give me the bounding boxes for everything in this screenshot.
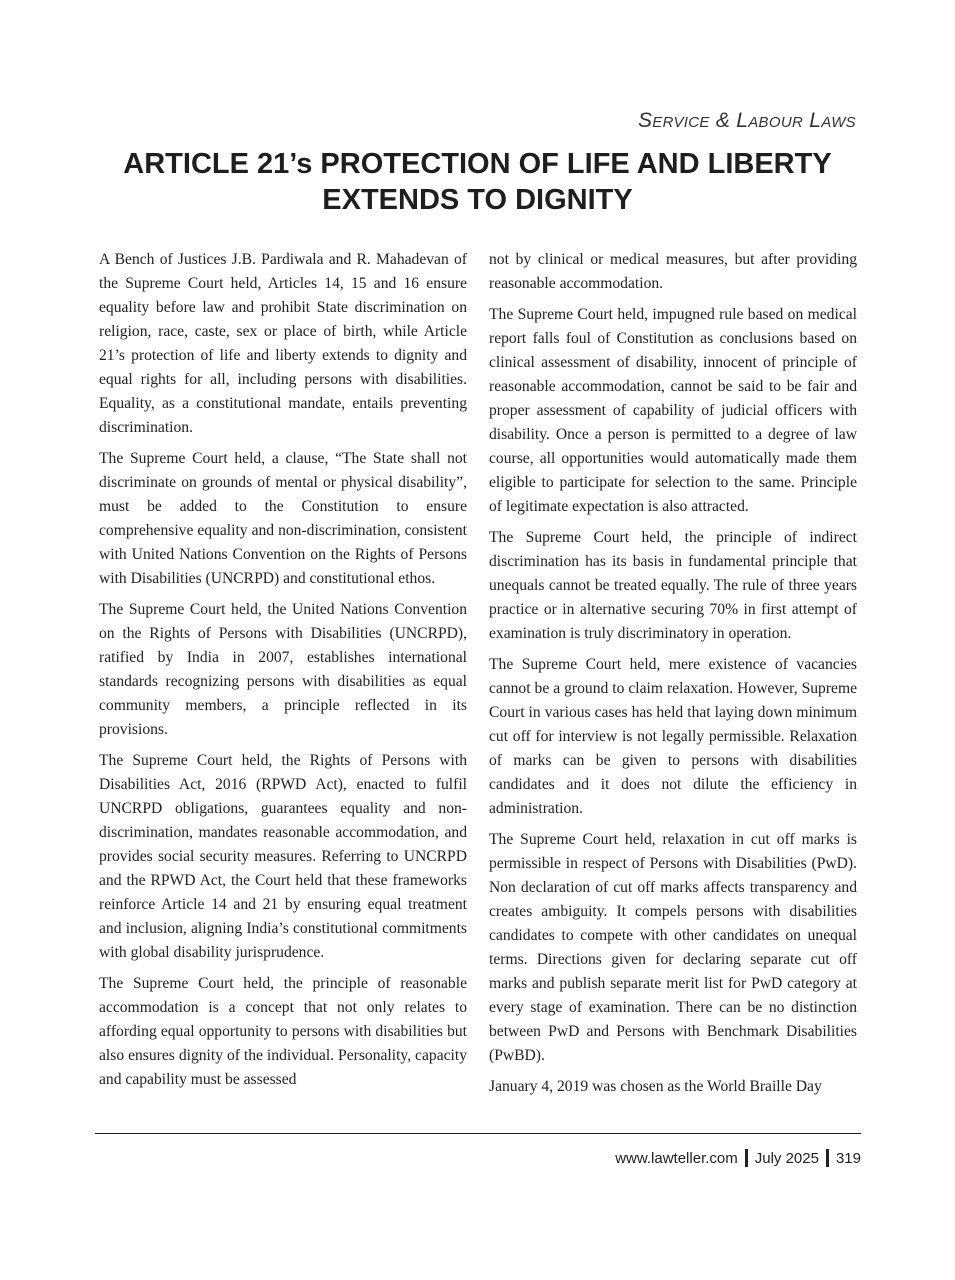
section-label: Service & Labour Laws	[638, 109, 856, 132]
left-column	[99, 248, 467, 1099]
paragraph: The Supreme Court held, impugned rule based on medical report falls foul of Constitution as conclusions based on clinical assessment of disability, innocent of principle of reasonable accommodation, cannot be said to be fair and proper assessment of capability of judicial officers with disability. Once a person is permitted to a degree of law course, all opportunities would automatically made them eligible to participate for selection to the same. Principle of legitimate expectation is also attracted.	[489, 306, 857, 515]
article-title	[60, 146, 895, 218]
footer-separator	[745, 1149, 748, 1167]
right-column	[489, 248, 857, 1106]
footer-website[interactable]: www.lawteller.com	[615, 1149, 738, 1167]
footer-divider	[95, 1133, 861, 1134]
paragraph: The Supreme Court held, the principle of reasonable accommodation is a concept that not only relates to affording equal opportunity to persons with disabilities but also ensures dignity of the individual. Personality, capacity and capability must be assessed	[99, 975, 467, 1088]
title-line-1: ARTICLE 21’s PROTECTION OF LIFE AND LIBERTY	[123, 148, 832, 180]
footer-issue: July 2025	[754, 1149, 819, 1167]
paragraph: not by clinical or medical measures, but after providing reasonable accommodation.	[489, 251, 857, 292]
paragraph: January 4, 2019 was chosen as the World Braille Day	[489, 1078, 822, 1095]
paragraph: The Supreme Court held, relaxation in cut off marks is permissible in respect of Persons with Disabilities (PwD). Non declaration of cut off marks affects transparency and creates ambiguity. It compels persons with disabilities candidates to compete with other candidates on unequal terms. Directions given for declaring separate cut off marks and publish separate merit list for PwD category at every stage of examination. There can be no distinction between PwD and Persons with Benchmark Disabilities (PwBD).	[489, 831, 857, 1064]
paragraph: The Supreme Court held, the Rights of Persons with Disabilities Act, 2016 (RPWD Act), enacted to fulfil UNCRPD obligations, guarantees equality and non-discrimination, mandates reasonable accommodation, and provides social security measures. Referring to UNCRPD and the RPWD Act, the Court held that these frameworks reinforce Article 14 and 21 by ensuring equal treatment and inclusion, aligning India’s constitutional commitments with global disability jurisprudence.	[99, 752, 467, 961]
title-line-2: EXTENDS TO DIGNITY	[322, 184, 633, 216]
paragraph: The Supreme Court held, the principle of indirect discrimination has its basis in fundamental principle that unequals cannot be treated equally. The rule of three years practice or in alternative securing 70% in first attempt of examination is truly discriminatory in operation.	[489, 529, 857, 642]
paragraph: The Supreme Court held, a clause, “The State shall not discriminate on grounds of mental or physical disability”, must be added to the Constitution to ensure comprehensive equality and non-discrimination, consistent with United Nations Convention on the Rights of Persons with Disabilities (UNCRPD) and constitutional ethos.	[99, 450, 467, 587]
paragraph: The Supreme Court held, the United Nations Convention on the Rights of Persons with Disabilities (UNCRPD), ratified by India in 2007, establishes international standards recognizing persons with disabilities as equal community members, a principle reflected in its provisions.	[99, 601, 467, 738]
page-number: 319	[835, 1149, 861, 1167]
page-footer	[615, 1149, 861, 1167]
footer-separator	[826, 1149, 829, 1167]
paragraph: The Supreme Court held, mere existence of vacancies cannot be a ground to claim relaxation. However, Supreme Court in various cases has held that laying down minimum cut off for interview is not legally permissible. Relaxation of marks can be given to persons with disabilities candidates and it does not dilute the efficiency in administration.	[489, 656, 857, 817]
paragraph: A Bench of Justices J.B. Pardiwala and R. Mahadevan of the Supreme Court held, Articles 14, 15 and 16 ensure equality before law and prohibit State discrimination on religion, race, caste, sex or place of birth, while Article 21’s protection of life and liberty extends to dignity and equal rights for all, including persons with disabilities. Equality, as a constitutional mandate, entails preventing discrimination.	[99, 251, 467, 436]
